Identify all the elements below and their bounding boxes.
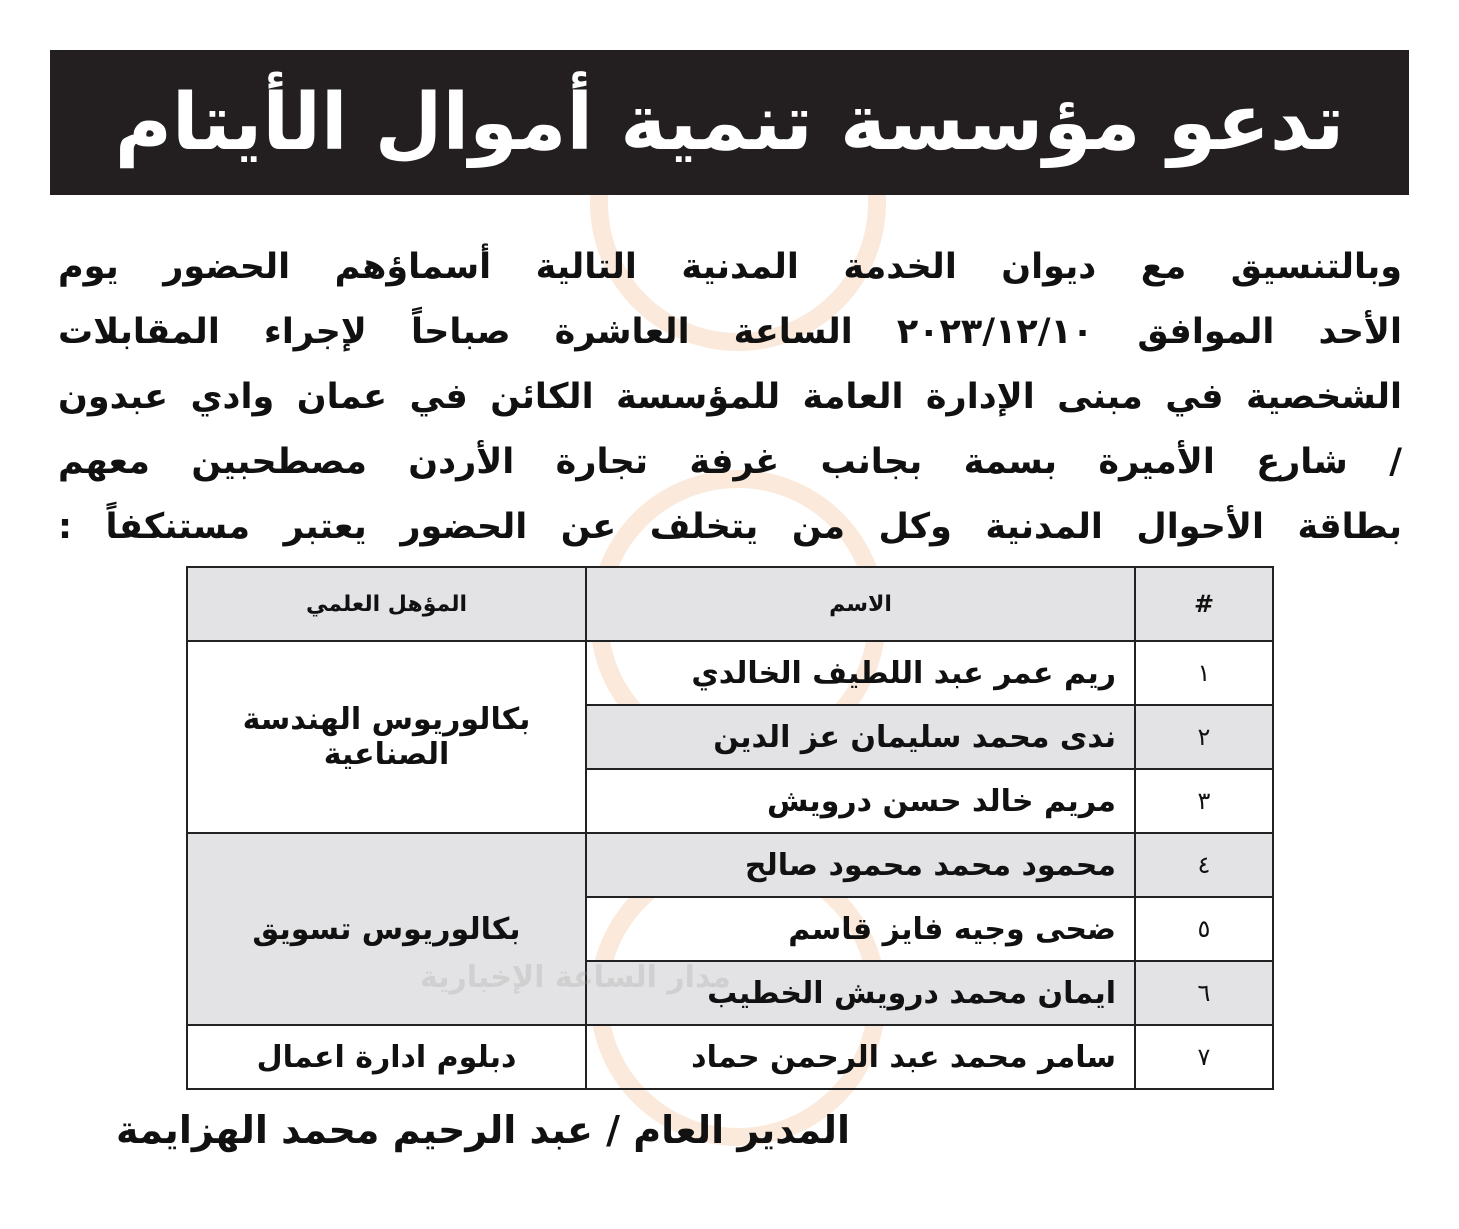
row-num: ٣ — [1135, 769, 1273, 833]
row-name: محمود محمد محمود صالح — [586, 833, 1135, 897]
row-qualification: دبلوم ادارة اعمال — [187, 1025, 586, 1089]
row-num: ٧ — [1135, 1025, 1273, 1089]
signature: المدير العام / عبد الرحيم محمد الهزايمة — [116, 1108, 850, 1152]
row-name: مريم خالد حسن درويش — [586, 769, 1135, 833]
page-title: تدعو مؤسسة تنمية أموال الأيتام — [114, 77, 1345, 168]
row-num: ٤ — [1135, 833, 1273, 897]
title-banner — [50, 50, 1409, 195]
paragraph-line: الشخصية في مبنى الإدارة العامة للمؤسسة الكائن في عمان وادي عبدون — [58, 377, 1402, 417]
row-num: ٢ — [1135, 705, 1273, 769]
paragraph-line: بطاقة الأحوال المدنية وكل من يتخلف عن الحضور يعتبر مستنكفاً : — [58, 507, 1402, 547]
row-num: ٦ — [1135, 961, 1273, 1025]
paragraph-line: وبالتنسيق مع ديوان الخدمة المدنية التالية أسماؤهم الحضور يوم — [58, 247, 1402, 287]
table-row — [187, 1025, 1273, 1089]
candidates-table — [186, 566, 1274, 1090]
row-name: ضحى وجيه فايز قاسم — [586, 897, 1135, 961]
paragraph-line: الأحد الموافق ٢٠٢٣/١٢/١٠ الساعة العاشرة صباحاً لإجراء المقابلات — [58, 312, 1402, 352]
announcement-paragraph — [58, 236, 1402, 561]
row-name: سامر محمد عبد الرحمن حماد — [586, 1025, 1135, 1089]
row-num: ٥ — [1135, 897, 1273, 961]
row-qualification: بكالوريوس الهندسة الصناعية — [187, 641, 586, 833]
row-num: ١ — [1135, 641, 1273, 705]
paragraph-line: / شارع الأميرة بسمة بجانب غرفة تجارة الأردن مصطحبين معهم — [58, 442, 1402, 482]
table-header-row — [187, 567, 1273, 641]
row-name: ريم عمر عبد اللطيف الخالدي — [586, 641, 1135, 705]
watermark-text: مدار الساعة الإخبارية — [420, 960, 731, 995]
table-row — [187, 641, 1273, 705]
header-name: الاسم — [586, 567, 1135, 641]
row-name: ندى محمد سليمان عز الدين — [586, 705, 1135, 769]
header-qualification: المؤهل العلمي — [187, 567, 586, 641]
row-name: ايمان محمد درويش الخطيب — [586, 961, 1135, 1025]
header-num: # — [1135, 567, 1273, 641]
table-row — [187, 833, 1273, 897]
row-qualification: بكالوريوس تسويق — [187, 833, 586, 1025]
